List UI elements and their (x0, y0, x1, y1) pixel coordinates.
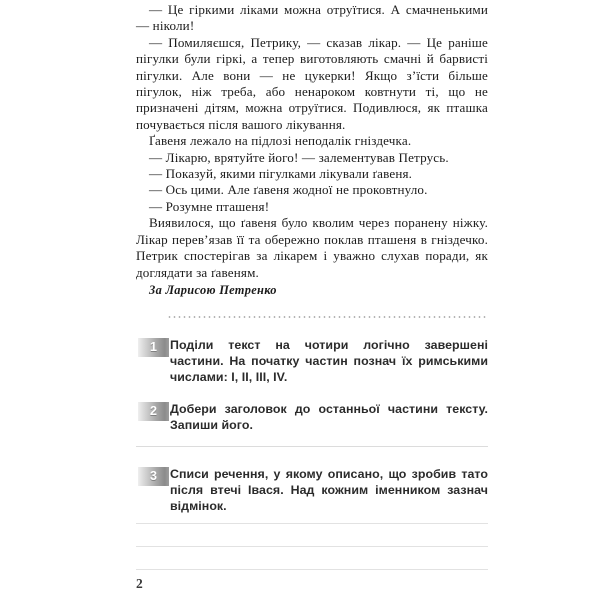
story-attribution: За Ларисою Петренко (149, 282, 277, 297)
story-paragraph: — Лікарю, врятуйте його! — залементував Петрусь. (149, 149, 449, 165)
writing-line[interactable] (136, 569, 488, 570)
story-paragraph: — Помиляєшся, Петрику, — сказав лікар. — Це раніше пігулки були гіркі, а тепер виготовляють смачні й барвисті пігулки. Але вони — не цукерки! Якщо з’їсти більше пігулок, ніж треба, або ненароком ковтнути ті, що не призначені дітям, можна отруїтися. Подивлюся, як пташка почувається після вашого лікування. (136, 34, 488, 132)
exercise-text (170, 401, 488, 433)
story-paragraph: Ґавеня лежало на підлозі неподалік гніздечка. (149, 133, 412, 149)
story-paragraph: — Розумне пташеня! (149, 198, 270, 214)
exercise-text (170, 337, 488, 386)
exercise-text-body: Добери заголовок до останньої частини тексту. Запиши його. (170, 402, 488, 433)
exercise-number-badge: 1 (138, 338, 169, 357)
exercise-text-body: Поділи текст на чотири логічно завершені частини. На початку частин познач їх римськими числами: I, II, III, IV. (170, 338, 488, 385)
exercise-number-badge: 2 (138, 402, 169, 421)
page-number: 2 (136, 576, 143, 591)
writing-line[interactable] (136, 523, 488, 524)
story-paragraph: — Ось цими. Але ґавеня жодної не проковтнуло. (149, 182, 428, 198)
exercise-text (170, 466, 488, 515)
story-text-block (136, 2, 488, 298)
exercise-text-body: Списи речення, у якому описано, що зробив тато після втечі Івася. Над кожним іменником зазнач відмінок. (170, 467, 488, 514)
dotted-divider (167, 316, 488, 318)
exercise-number-badge: 3 (138, 467, 169, 486)
story-paragraph: — Це гіркими ліками можна отруїтися. А смачненькими — ніколи! (136, 2, 488, 34)
story-paragraph: Виявилося, що ґавеня було кволим через поранену ніжку. Лікар перев’язав її та обережно поклав пташеня в гніздечко. Петрик спостерігав за лікарем і уважно слухав поради, як доглядати за ґавеням. (136, 215, 488, 280)
story-paragraph: — Показуй, якими пігулками лікували ґавеня. (149, 166, 413, 182)
writing-line[interactable] (136, 546, 488, 547)
answer-rule[interactable] (136, 446, 488, 447)
